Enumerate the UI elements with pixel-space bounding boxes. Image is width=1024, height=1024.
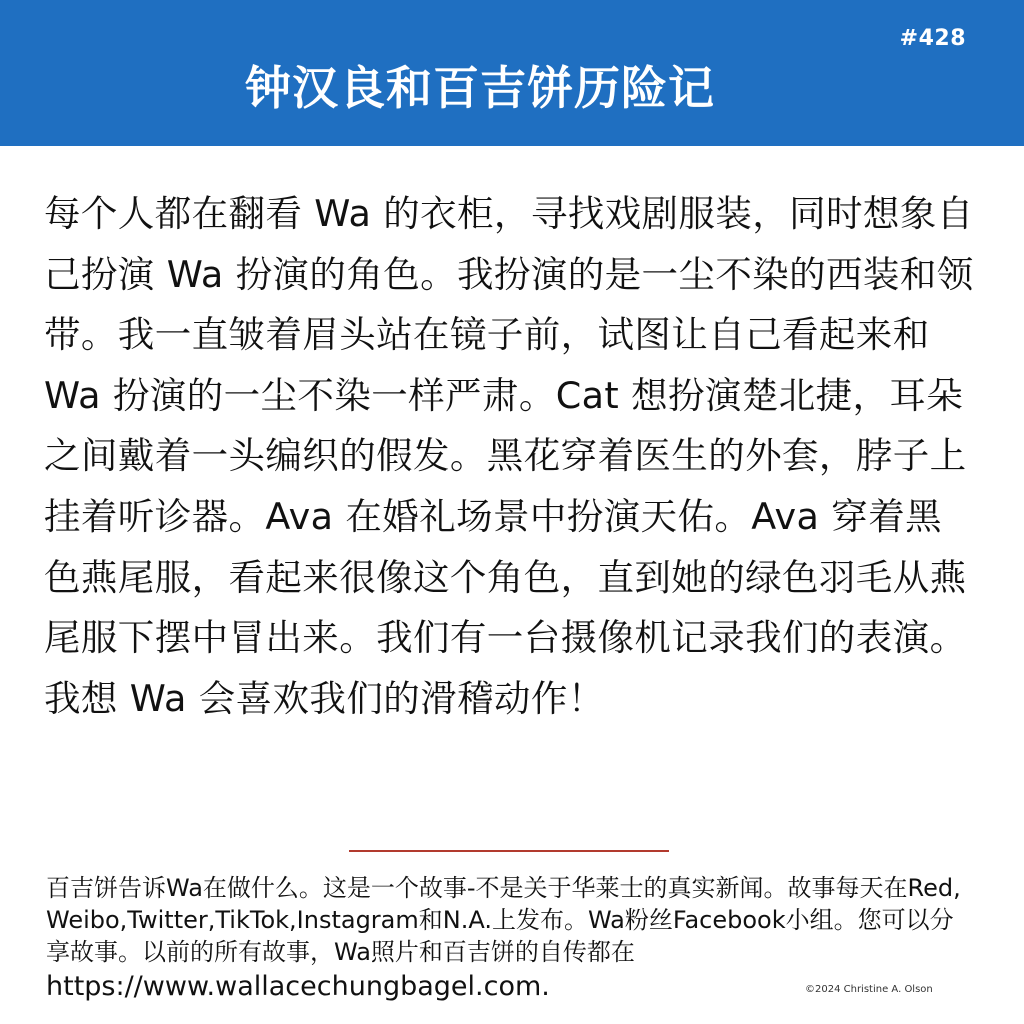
story-text: 每个人都在翻看 Wa 的衣柜，寻找戏剧服装，同时想象自己扮演 Wa 扮演的角色。我扮演的是一尘不染的西装和领带。我一直皱着眉头站在镜子前，试图让自己看起来和 Wa 扮演的一尘不染一样严肃。Cat 想扮演楚北捷，耳朵之间戴着一头编织的假发。黑花穿着医生的外套，脖子上挂着听诊器。Ava 在婚礼场景中扮演天佑。Ava 穿着黑色燕尾服，看起来很像这个角色，直到她的绿色羽毛从燕尾服下摆中冒出来。我们有一台摄像机记录我们的表演。我想 Wa 会喜欢我们的滑稽动作！ <box>44 192 974 720</box>
website-link[interactable]: https://www.wallacechungbagel.com. <box>46 971 550 1002</box>
page-title: 钟汉良和百吉饼历险记 <box>245 61 715 115</box>
footer-text: 百吉饼告诉Wa在做什么。这是一个故事-不是关于华莱士的真实新闻。故事每天在Red,Weibo,Twitter,TikTok,Instagram和N.A.上发布。Wa粉丝Facebook小组。您可以分享故事。以前的所有故事，Wa照片和百吉饼的自传都在 <box>46 874 961 966</box>
divider <box>349 850 669 852</box>
header-banner <box>0 0 1024 146</box>
copyright-notice: ©2024 Christine A. Olson <box>805 984 933 995</box>
post-number: #428 <box>899 26 966 51</box>
